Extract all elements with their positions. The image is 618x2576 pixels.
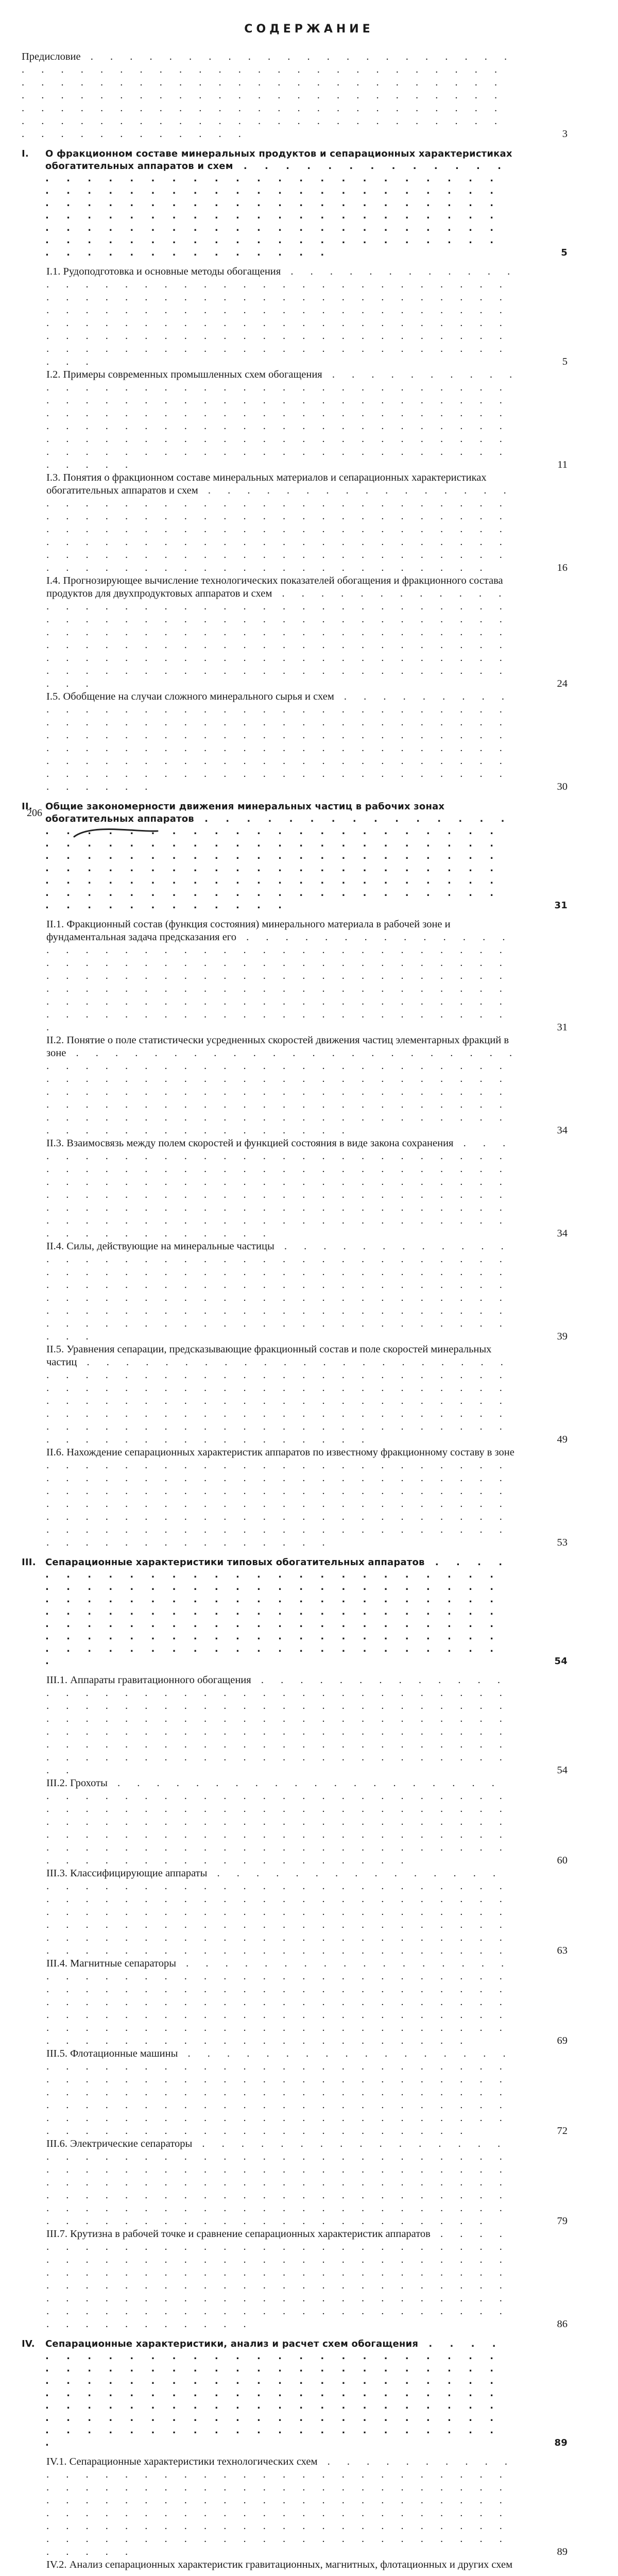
toc-section — [22, 1137, 568, 1240]
toc-section — [22, 471, 568, 574]
toc-section-page: 63 — [557, 1945, 568, 1956]
toc-section-title — [22, 574, 521, 690]
toc-chapter-page: 31 — [554, 900, 568, 911]
toc-section-title — [22, 265, 521, 368]
toc-section-title — [22, 1957, 521, 2047]
toc-section-title — [22, 1674, 521, 1777]
toc-chapter-title — [22, 148, 521, 259]
toc-section-text: IV.2. Анализ сепарационных характеристик гравитационных, магнитных, флотационных и других схем — [46, 2559, 513, 2570]
toc-chapter-page: 5 — [561, 247, 568, 258]
toc-section-page: 34 — [557, 1125, 568, 1136]
toc-section-title — [22, 918, 521, 1034]
toc-chapter-title-text: Сепарационные характеристики, анализ и расчет схем обогащения — [45, 2338, 419, 2349]
toc-chapter-title-text: О фракционном составе минеральных продуктов и сепарационных характеристиках обогатительных аппаратов и схем — [45, 148, 512, 172]
toc-chapter-title — [22, 801, 521, 912]
toc-section-text: IV.1. Сепарационные характеристики технологических схем — [46, 2456, 318, 2467]
toc-section-title — [22, 1240, 521, 1343]
toc-section-text: II.4. Силы, действующие на минеральные частицы — [46, 1241, 274, 1252]
toc-section-page: 16 — [557, 562, 568, 573]
toc-section-title — [22, 1867, 521, 1957]
toc-section-title — [22, 1446, 521, 1549]
toc-section — [22, 1867, 568, 1957]
toc-section-title — [22, 2228, 521, 2331]
toc-section — [22, 1034, 568, 1137]
toc-section-title — [22, 471, 521, 574]
toc-section-page: 86 — [557, 2318, 568, 2330]
toc-section-text: III.4. Магнитные сепараторы — [46, 1958, 177, 1969]
toc-section-text: III.5. Флотационные машины — [46, 2048, 178, 2059]
toc-section-title — [22, 690, 521, 793]
page-title: СОДЕРЖАНИЕ — [244, 23, 374, 36]
page-number: 206 — [27, 807, 42, 819]
toc-section — [22, 1343, 568, 1446]
toc-entry-page: 3 — [562, 128, 568, 140]
toc-chapter-title — [22, 1556, 521, 1668]
toc-section-text: II.1. Фракционный состав (функция состояния) минерального материала в рабочей зоне и фундаментальная задача предсказания его — [46, 919, 451, 943]
toc-section-page: 54 — [557, 1765, 568, 1776]
toc-section-text: III.2. Грохоты — [46, 1777, 108, 1789]
toc-section-page: 89 — [557, 2546, 568, 2557]
toc-chapter — [22, 801, 568, 912]
toc-section-page: 34 — [557, 1228, 568, 1239]
toc-section-page: 30 — [557, 781, 568, 792]
toc-section — [22, 1957, 568, 2047]
toc-section-text: I.5. Обобщение на случаи сложного минерального сырья и схем — [46, 691, 334, 702]
toc-section-text: III.1. Аппараты гравитационного обогащения — [46, 1674, 251, 1686]
toc-section-text: II.3. Взаимосвязь между полем скоростей и функцией состояния в виде закона сохранения — [46, 1138, 454, 1149]
toc-section — [22, 690, 568, 793]
toc-section-page: 79 — [557, 2215, 568, 2227]
toc-section-title — [22, 368, 521, 471]
toc-section-text: II.6. Нахождение сепарационных характеристик аппаратов по известному фракционному составу в зоне — [46, 1447, 514, 1458]
toc-section — [22, 2228, 568, 2331]
toc-section-title — [22, 2558, 521, 2576]
toc-section — [22, 574, 568, 690]
toc-section-text: I.3. Понятия о фракционном составе минеральных материалов и сепарационных характеристиках обогатительных аппаратов и схем — [46, 472, 487, 496]
toc-section — [22, 1240, 568, 1343]
toc-section-page: 69 — [557, 2035, 568, 2046]
toc-section-text: III.3. Классифицирующие аппараты — [46, 1868, 208, 1879]
toc-chapter-number: II. — [22, 801, 32, 812]
ink-flourish — [72, 823, 160, 839]
toc-section-text: III.7. Крутизна в рабочей точке и сравнение сепарационных характеристик аппаратов — [46, 2228, 431, 2240]
toc-section-title — [22, 2138, 521, 2228]
toc-section — [22, 2558, 568, 2576]
table-of-contents — [22, 50, 568, 2576]
toc-section-page: 49 — [557, 1434, 568, 1445]
toc-section — [22, 368, 568, 471]
toc-section-title — [22, 1137, 521, 1240]
toc-section-text: I.4. Прогнозирующее вычисление технологических показателей обогащения и фракционного состава продуктов для двухпродуктовых аппаратов и схем — [46, 575, 503, 599]
toc-section — [22, 918, 568, 1034]
toc-section-text: I.1. Рудоподготовка и основные методы обогащения — [46, 266, 281, 277]
toc-chapter — [22, 1556, 568, 1668]
toc-chapter-number: III. — [22, 1557, 36, 1568]
toc-chapter-title-text: Сепарационные характеристики типовых обогатительных аппаратов — [45, 1557, 425, 1568]
toc-section — [22, 2138, 568, 2228]
toc-chapter-number: IV. — [22, 2338, 35, 2349]
toc-section-page: 72 — [557, 2125, 568, 2137]
toc-section-text: III.6. Электрические сепараторы — [46, 2138, 193, 2149]
toc-section — [22, 1777, 568, 1867]
toc-section — [22, 2455, 568, 2558]
toc-section-title — [22, 1343, 521, 1446]
toc-section-text: II.5. Уравнения сепарации, предсказывающие фракционный состав и поле скоростей минеральных частиц — [46, 1344, 492, 1368]
toc-chapter-title-text: Общие закономерности движения минеральных частиц в рабочих зонах обогатительных аппаратов — [45, 801, 445, 824]
toc-section-page: 53 — [557, 1537, 568, 1548]
toc-section-title — [22, 2455, 521, 2558]
toc-section-page: 31 — [557, 1022, 568, 1033]
toc-section-title — [22, 1034, 521, 1137]
toc-entry-preface — [22, 50, 568, 141]
toc-chapter-page: 54 — [554, 1656, 568, 1667]
toc-section-title — [22, 2047, 521, 2138]
toc-section-page: 5 — [562, 356, 568, 367]
toc-section — [22, 1674, 568, 1777]
toc-section-page: 60 — [557, 1855, 568, 1866]
toc-section-page: 39 — [557, 1331, 568, 1342]
toc-section-page: 24 — [557, 678, 568, 689]
toc-entry-text: Предисловие . . . — [22, 50, 521, 141]
toc-section-page: 11 — [557, 459, 568, 470]
toc-chapter — [22, 148, 568, 259]
toc-chapter-title — [22, 2338, 521, 2449]
toc-chapter — [22, 2338, 568, 2449]
toc-section — [22, 265, 568, 368]
toc-section-text: II.2. Понятие о поле статистически усредненных скоростей движения частиц элементарных фракций в зоне — [46, 1035, 509, 1059]
toc-section-text: I.2. Примеры современных промышленных схем обогащения — [46, 369, 322, 380]
toc-section — [22, 1446, 568, 1549]
toc-chapter-number: I. — [22, 148, 29, 159]
toc-section-title — [22, 1777, 521, 1867]
toc-section — [22, 2047, 568, 2138]
toc-chapter-page: 89 — [554, 2437, 568, 2448]
